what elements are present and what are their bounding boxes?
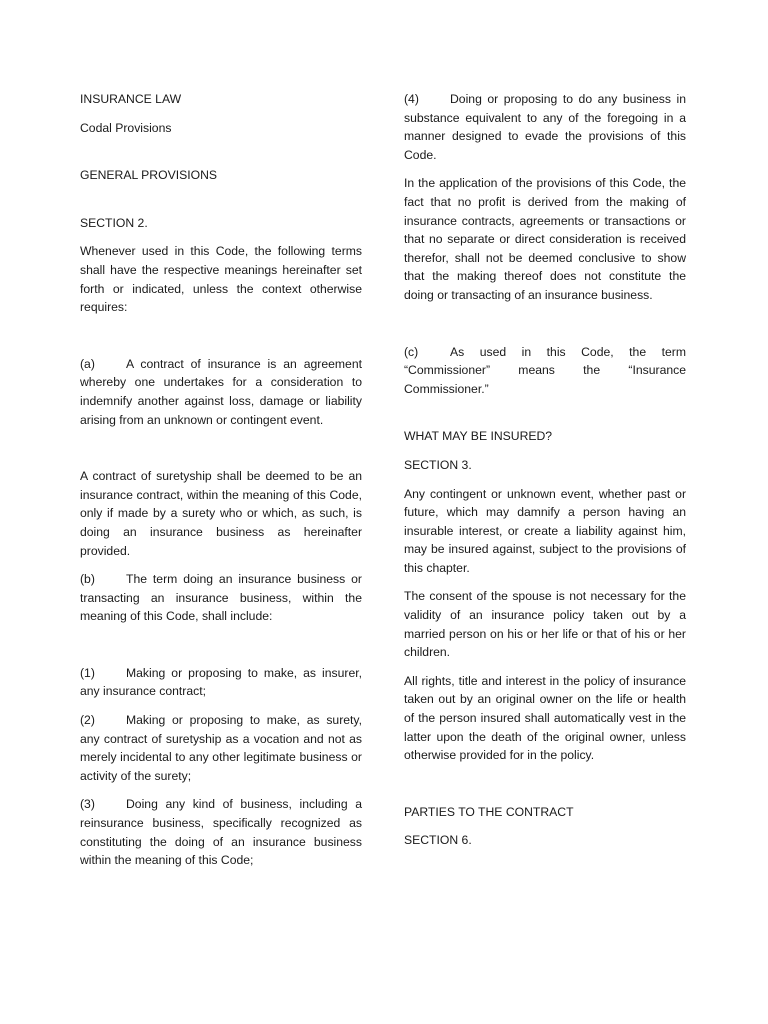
- item-a: [80, 355, 362, 429]
- right-column: [404, 90, 686, 860]
- suretyship-paragraph: A contract of suretyship shall be deemed to be an insurance contract, within the meaning of this Code, only if made by a surety who or which, as such, is doing an insurance business as hereinafter provided.: [80, 469, 362, 558]
- item-b-marker: (b): [80, 572, 95, 587]
- item-4-marker: (4): [404, 92, 419, 106]
- item-a-text: A contract of insurance is an agreement whereby one undertakes for a consideration to indemnify another against loss, damage or liability arising from an unknown or contingent event.: [80, 356, 362, 427]
- general-provisions-heading: GENERAL PROVISIONS: [80, 168, 218, 183]
- section-6-heading: SECTION 6.: [404, 833, 472, 848]
- section-3-heading: SECTION 3.: [404, 457, 472, 472]
- item-c: [404, 343, 686, 399]
- item-3-marker: (3): [80, 797, 95, 812]
- item-2-text: Making or proposing to make, as surety, any contract of suretyship as a vocation and not as merely incidental to any other legitimate business or activity of the surety;: [80, 713, 362, 783]
- item-1: [80, 664, 362, 701]
- item-3: [80, 795, 362, 869]
- contingent-event-paragraph: Any contingent or unknown event, whether past or future, which may damnify a person having an insurable interest, or create a liability against him, may be insured against, subject to the provisions of this chapter.: [404, 486, 686, 575]
- item-2-marker: (2): [80, 713, 95, 728]
- item-c-text: As used in this Code, the term “Commissioner” means the “Insurance Commissioner.”: [404, 344, 686, 396]
- left-column: [80, 90, 362, 880]
- item-1-marker: (1): [80, 665, 95, 680]
- item-a-marker: (a): [80, 356, 95, 371]
- item-b-text: The term doing an insurance business or transacting an insurance business, within the meaning of this Code, shall include:: [80, 572, 362, 624]
- item-4: [404, 90, 686, 164]
- item-1-text: Making or proposing to make, as insurer, any insurance contract;: [80, 665, 362, 699]
- document-title: INSURANCE LAW: [80, 92, 182, 106]
- item-c-marker: (c): [404, 344, 419, 359]
- parties-heading: PARTIES TO THE CONTRACT: [404, 804, 574, 819]
- what-may-be-insured-heading: WHAT MAY BE INSURED?: [404, 429, 553, 444]
- rights-vesting-paragraph: All rights, title and interest in the policy of insurance taken out by an original owner on the life or health of the person insured shall automatically vest in the latter upon the death of the original owner, unless otherwise provided for in the policy.: [404, 673, 686, 763]
- item-3-text: Doing any kind of business, including a reinsurance business, specifically recognized as constituting the doing of an insurance business within the meaning of this Code;: [80, 797, 362, 868]
- section-2-intro: Whenever used in this Code, the following terms shall have the respective meanings hereinafter set forth or indicated, unless the context otherwise requires:: [80, 244, 362, 315]
- application-paragraph: In the application of the provisions of this Code, the fact that no profit is derived from the making of insurance contracts, agreements or transactions or that no separate or direct consideration is received therefor, shall not be deemed conclusive to show that the making thereof does not constitute the doing or transacting of an insurance business.: [404, 176, 686, 302]
- item-b: [80, 570, 362, 626]
- document-subtitle: Codal Provisions: [80, 120, 172, 135]
- item-2: [80, 711, 362, 785]
- spouse-consent-paragraph: The consent of the spouse is not necessary for the validity of an insurance policy taken out by a married person on his or her life or that of his or her children.: [404, 589, 686, 660]
- item-4-text: Doing or proposing to do any business in substance equivalent to any of the foregoing in a manner designed to evade the provisions of this Code.: [404, 92, 686, 162]
- section-2-heading: SECTION 2.: [80, 215, 148, 230]
